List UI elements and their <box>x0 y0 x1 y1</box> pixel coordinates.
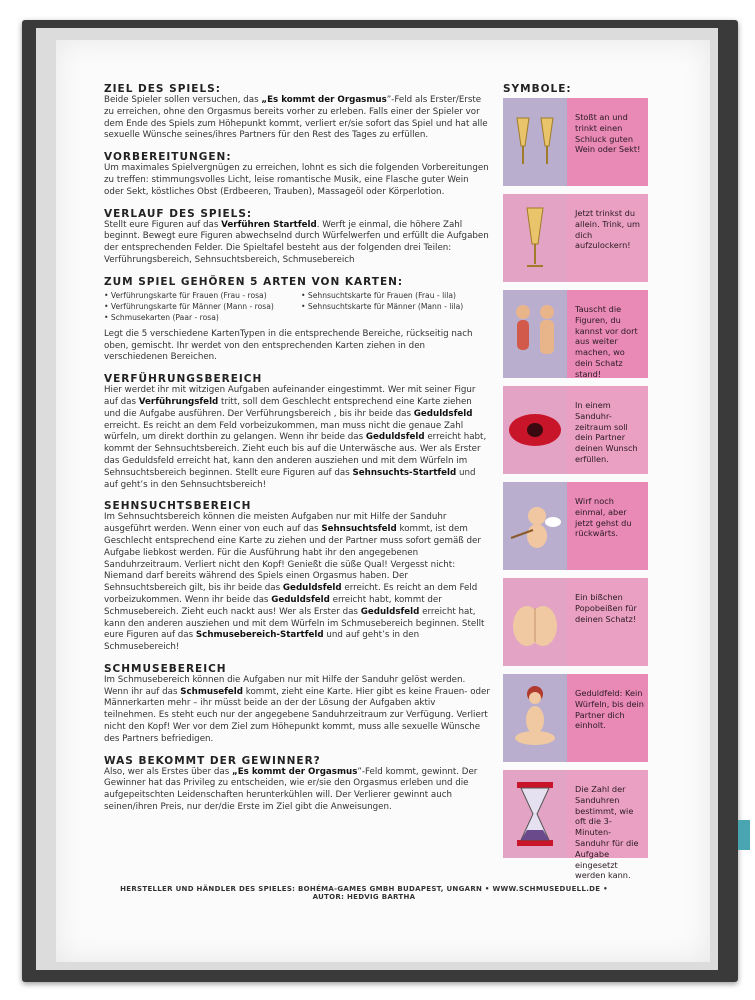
symbol-text: Ein bißchen Popobeißen für deinen Schatz! <box>567 578 648 666</box>
section-gewinner <box>104 755 490 814</box>
paragraph-schmuse: Im Schmusebereich können die Aufgaben nur mit Hilfe der Sanduhr gelöst werden. Wenn ihr auf das Schmusefeld kommt, zieht eine Karte. Hier gibt es keine Frauen- oder Männerkarten mehr – ihr müsst beide an der der Lösung der Aufgaben aktiv teilnehmen. Es steht euch nur der angegebene Sanduhrzeitraum zur Verfügung. Verliert nicht den Kopf! Wer vor dem Ziel zum Höhepunkt kommt, muss alle sexuelle Wünsche des Partners befriedigen. <box>104 674 490 744</box>
heading-karten: ZUM SPIEL GEHÖREN 5 ARTEN VON KARTEN: <box>104 275 404 288</box>
kiss-lips-icon <box>503 386 567 474</box>
paragraph-verfuehrung: Hier werdet ihr mit witzigen Aufgaben aufeinander eingestimmt. Wer mit seiner Figur auf das Verführungsfeld tritt, soll dem Geschlecht entsprechend eine Karte ziehen und die Aufgabe ausführen. Der Verführungsbereich , bis ihr beide das Geduldsfeld erreicht. Es reicht an dem Feld vorbeizukommen, man muss nicht die genaue Zahl würfeln, um direkt dorthin zu gelangen. Wenn ihr beide das Geduldsfeld erreicht habt, kommt der Sehnsuchtsbereich. Zieht euch bis auf die Unterwäsche aus. Wer als Erster das Geduldsfeld erreicht hat, kann den anderen ausziehen und mit dem Würfeln im Sehnsuchtsbereich beginnen. Stellt eure Figuren auf das Sehnsuchts-Startfeld und auf geht’s in den Sehnsuchtsbereich! <box>104 385 487 490</box>
symbol-row <box>503 674 648 762</box>
meditating-woman-icon <box>503 674 567 762</box>
card-list <box>104 290 490 323</box>
section-karten <box>104 276 490 364</box>
symbol-row <box>503 482 648 570</box>
section-vorbereitung <box>104 151 490 198</box>
paragraph-ziel: Beide Spieler sollen versuchen, das „Es kommt der Orgasmus”-Feld als Erster/Erste zu erreichen, ohne den Orgasmus bereits vorher zu erleben. Falls einer der Spieler vor dem Ende des Spiels zum Höhepunkt kommt, verliert er/sie sofort das Spiel und hat alle sexuelle Wünsche seines/ihres Partners für den Rest des Tages zu erfüllen. <box>104 95 488 141</box>
section-ziel <box>104 83 490 142</box>
list-item: • Verführungskarte für Männer (Mann - rosa) <box>104 301 293 312</box>
symbol-row <box>503 770 648 881</box>
symbol-row <box>503 578 648 666</box>
symbol-text: Jetzt trinkst du allein. Trink, um dich aufzulockern! <box>567 194 648 282</box>
symbol-text: Stoßt an und trinkt einen Schluck guten Wein oder Sekt! <box>567 98 648 186</box>
list-item: • Sehnsuchtskarte für Frauen (Frau - lila) <box>301 290 490 301</box>
rules-text <box>104 83 490 823</box>
heading-gewinner: WAS BEKOMMT DER GEWINNER? <box>104 754 321 767</box>
footer-credits: HERSTELLER UND HÄNDLER DES SPIELES: BOHÉMA-GAMES GMBH BUDAPEST, UNGARN • WWW.SCHMUSEDUELL.DE • AUTOR: HEDVIG BARTHA <box>120 885 608 901</box>
heading-verlauf: VERLAUF DES SPIELS: <box>104 207 253 220</box>
section-verlauf <box>104 208 490 267</box>
symbol-row <box>503 386 648 474</box>
list-item: • Schmusekarten (Paar - rosa) <box>104 312 293 323</box>
symbol-text: In einem Sanduhr-zeitraum soll dein Partner deinen Wunsch erfüllen. <box>567 386 648 474</box>
paragraph-gewinner: Also, wer als Erstes über das „Es kommt der Orgasmus”-Feld kommt, gewinnt. Der Gewinner hat das Privileg zu entscheiden, wie er/sie den Orgasmus erleben und die aufgepeitschten Leidenschaften herunterkühlen will. Der Verlierer gewinnt auch seinen/ihren Preis, nur der/die Erste im Ziel gibt die Anweisungen. <box>104 766 478 813</box>
symbols-panel <box>503 98 648 881</box>
symbol-text: Die Zahl der Sanduhren bestimmt, wie oft die 3-Minuten-Sanduhr für die Aufgabe eingesetzt werden kann. <box>567 770 648 858</box>
symbol-row <box>503 98 648 186</box>
heading-vorbereitung: VORBEREITUNGEN: <box>104 151 232 164</box>
heading-schmuse: SCHMUSEBEREICH <box>104 662 227 675</box>
teal-edge <box>738 820 750 850</box>
section-schmuse <box>104 663 490 746</box>
symbols-heading: SYMBOLE: <box>503 83 572 95</box>
symbol-row <box>503 194 648 282</box>
paragraph-verlauf: Stellt eure Figuren auf das Verführen Startfeld. Werft je einmal, die höhere Zahl beginnt. Bewegt eure Figuren abwechselnd durch Würfelwerfen und erfüllt die Aufgaben der entsprechenden Felder. Die Spieltafel besteht aus der folgenden drei Teilen: Verführungsbereich, Sehnsuchtsbereich, Schmusebereich <box>104 219 489 265</box>
section-sehnsucht <box>104 500 490 654</box>
symbol-text: Geduldfeld: Kein Würfeln, bis dein Partner dich einholt. <box>567 674 648 762</box>
symbol-row <box>503 290 648 378</box>
heading-ziel: ZIEL DES SPIELS: <box>104 83 221 95</box>
paragraph-vorbereitung: Um maximales Spielvergnügen zu erreichen, lohnt es sich die folgenden Vorbereitungen zu treffen: stimmungsvolles Licht, leise romantische Musik, eine Flasche guter Wein oder Sekt, köstliches Obst (Erdbeeren, Trauben), Massageöl oder Körperlotion. <box>104 163 489 197</box>
heading-verfuehrung: VERFÜHRUNGSBEREICH <box>104 373 263 386</box>
section-verfuehrung <box>104 373 490 491</box>
cupid-icon <box>503 482 567 570</box>
paragraph-karten: Legt die 5 verschiedene KartenTypen in die entsprechende Bereiche, rückseitig nach oben, gemischt. Ihr werdet von den entsprechenden Karten ziehen in den verschiedenen Bereichen. <box>104 328 473 363</box>
champagne-toast-icon <box>503 98 567 186</box>
heading-sehnsucht: SEHNSUCHTSBEREICH <box>104 500 252 513</box>
paragraph-sehnsucht: Im Sehnsuchtsbereich können die meisten Aufgaben nur mit Hilfe der Sanduhr ausgeführt werden. Wenn einer von euch auf das Sehnsuchtsfeld kommt, ist dem Geschlecht entsprechend eine Karte zu ziehen und der Partner muss sofort gemäß der Aufgabe liebkost werden. Für die Ausführung habt ihr den angegebenen Sanduhrzeitraum. Verliert nicht den Kopf! Genießt die süße Qual! Vergesst nicht: Niemand darf bereits während des Spiels einen Orgasmus haben. Der Sehnsuchtsbereich gilt, bis ihr beide das Geduldsfeld erreicht. Es reicht an dem Feld vorbeizukommen. Wenn ihr beide das Geduldsfeld erreicht habt, kommt der Schmusebereich. Zieht euch nackt aus! Wer als Erster das Geduldsfeld erreicht hat, kann den anderen ausziehen und mit dem Würfeln im Schmusebereich beginnen. Stellt eure Figuren auf das Schmusebereich-Startfeld und auf geht’s in den Schmusebereich! <box>104 512 485 653</box>
hourglass-icon <box>503 770 567 858</box>
symbol-text: Tauscht die Figuren, du kannst vor dort aus weiter machen, wo dein Schatz stand! <box>567 290 648 378</box>
list-item: • Verführungskarte für Frauen (Frau - rosa) <box>104 290 293 301</box>
champagne-glass-icon <box>503 194 567 282</box>
symbol-text: Wirf noch einmal, aber jetzt gehst du rückwärts. <box>567 482 648 570</box>
buttocks-icon <box>503 578 567 666</box>
list-item: • Sehnsuchtskarte für Männer (Mann - lila) <box>301 301 490 312</box>
couple-devils-icon <box>503 290 567 378</box>
